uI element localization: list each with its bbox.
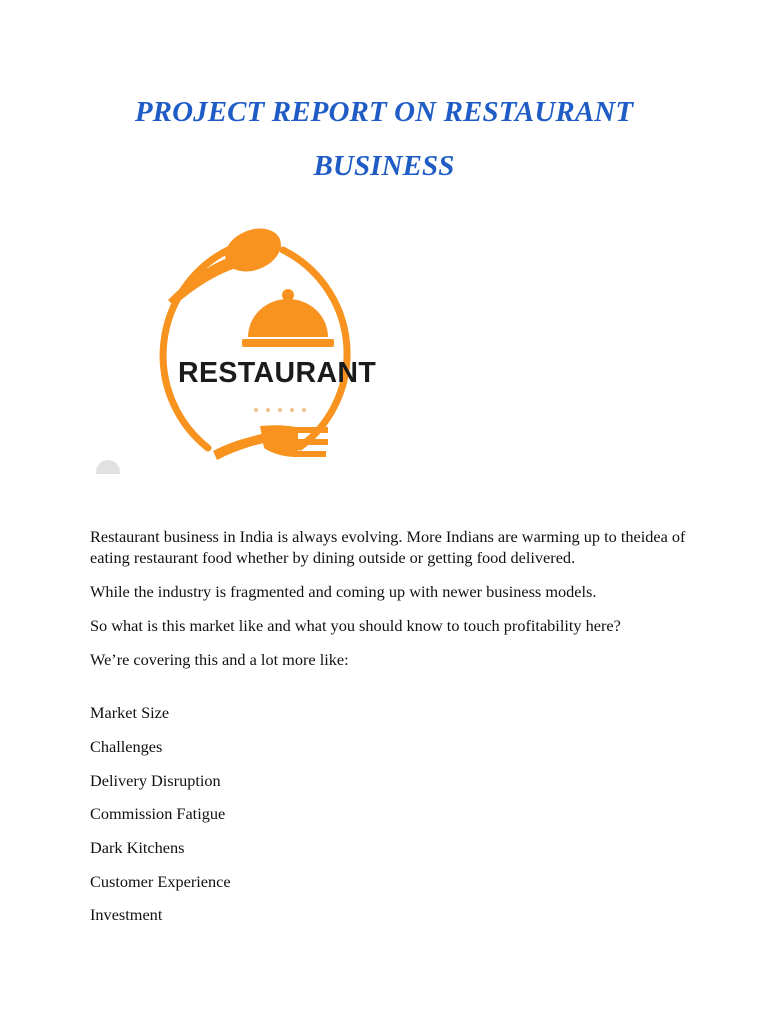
topic-item: Delivery Disruption	[90, 771, 221, 790]
cloche-icon	[242, 289, 334, 347]
topic-item: Dark Kitchens	[90, 838, 185, 857]
paragraph: So what is this market like and what you should know to touch profitability here?	[90, 615, 621, 635]
topic-item: Challenges	[90, 737, 163, 756]
ring-right-arc	[283, 250, 347, 447]
paragraph: Restaurant business in India is always evolving. More Indians are warming up to theidea of eating restaurant food whether by dining outside or getting food delivered.	[90, 527, 686, 567]
topic-item: Market Size	[90, 703, 170, 722]
paragraph: While the industry is fragmented and coming up with newer business models.	[90, 581, 597, 601]
report-title-line-2: BUSINESS	[313, 150, 455, 182]
restaurant-logo	[100, 220, 410, 475]
paragraph: We’re covering this and a lot more like:	[90, 649, 349, 669]
report-title-line-1: PROJECT REPORT ON RESTAURANT	[134, 96, 634, 128]
topic-item: Customer Experience	[90, 872, 231, 891]
logo-dots	[254, 408, 306, 412]
topic-item: Commission Fatigue	[90, 804, 226, 823]
spoon-icon	[168, 221, 287, 306]
restaurant-logo-graphic	[100, 220, 410, 475]
topic-item: Investment	[90, 905, 163, 924]
intro-section	[90, 527, 690, 684]
logo-wordmark: RESTAURANT	[178, 357, 377, 389]
fork-icon	[213, 425, 328, 460]
